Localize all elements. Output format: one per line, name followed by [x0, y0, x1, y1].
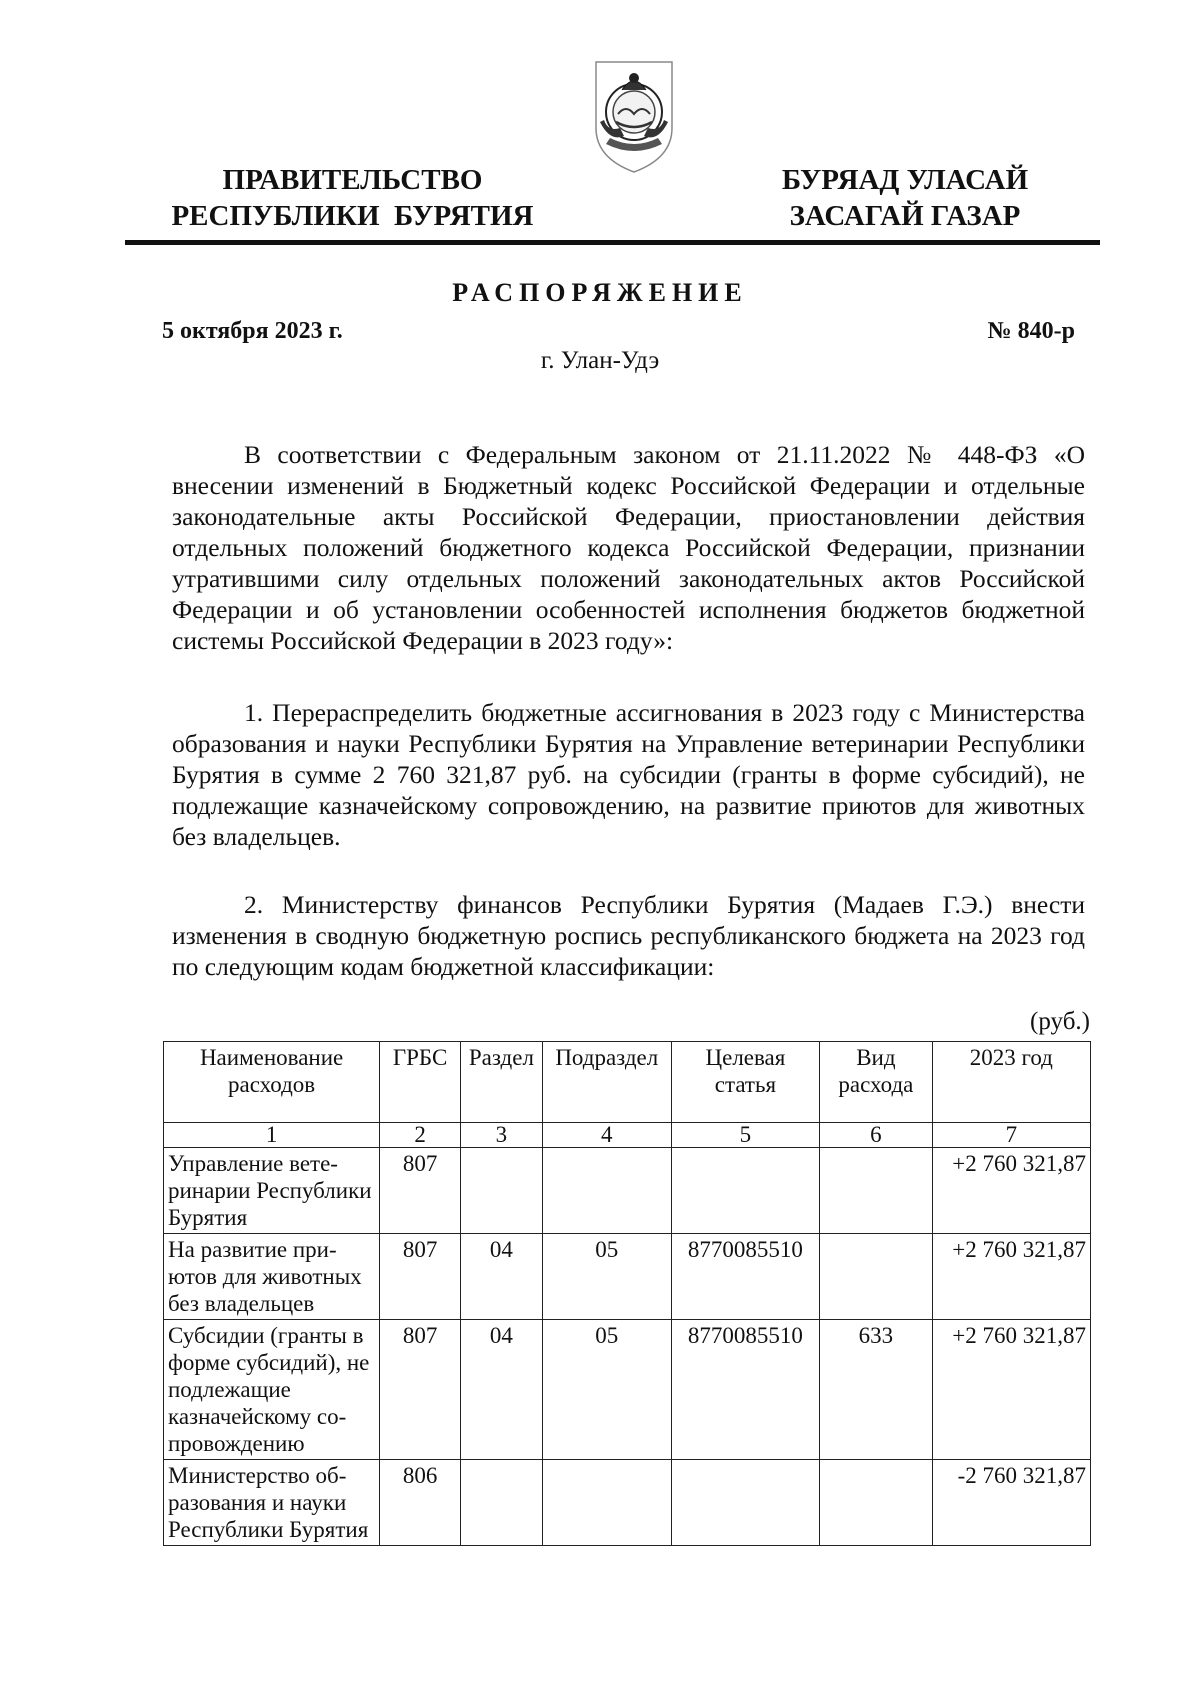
row-tselevaya: 8770085510 — [671, 1234, 819, 1320]
row-amount: +2 760 321,87 — [932, 1320, 1090, 1460]
row-podrazdel — [542, 1148, 671, 1234]
item1-paragraph: 1. Перераспределить бюджетные ассигнования в 2023 году с Министерства образования и науки Республики Бурятия на Управление ветеринарии Республики Бурятия в сумме 2 760 321,87 руб. на субсидии (гранты в форме субсидий), не подлежащие казначейскому сопровождению, на развитие приютов для животных без владельцев. — [172, 698, 1085, 851]
government-name-buryat-line2: ЗАСАГАЙ ГАЗАР — [789, 200, 1021, 232]
row-name: На развитие приютов для животных без владельцев — [164, 1234, 380, 1320]
row-vid — [820, 1234, 932, 1320]
row-razdel: 04 — [460, 1320, 542, 1460]
row-podrazdel: 05 — [542, 1320, 671, 1460]
row-vid: 633 — [820, 1320, 932, 1460]
column-number: 3 — [460, 1123, 542, 1148]
government-name-russian — [170, 162, 535, 234]
header-divider — [125, 240, 1100, 245]
row-amount: -2 760 321,87 — [932, 1460, 1090, 1546]
row-amount: +2 760 321,87 — [932, 1148, 1090, 1234]
row-tselevaya: 8770085510 — [671, 1320, 819, 1460]
government-name-line2: РЕСПУБЛИКИ БУРЯТИЯ — [171, 200, 534, 232]
row-grbs: 807 — [380, 1320, 461, 1460]
table-unit: (руб.) — [1030, 1008, 1090, 1035]
row-razdel — [460, 1148, 542, 1234]
column-number: 1 — [164, 1123, 380, 1148]
preamble-paragraph: В соответствии с Федеральным законом от 21.11.2022 № 448-ФЗ «О внесении изменений в Бюджетный кодекс Российской Федерации и отдельные законодательные акты Российской Федерации, приостановлении действия отдельных положений бюджетного кодекса Российской Федерации, признании утратившими силу отдельных положений законодательных актов Российской Федерации и об установлении особенностей исполнения бюджетов бюджетной системы Российской Федерации в 2023 году»: — [172, 440, 1085, 655]
table-row — [164, 1148, 1091, 1234]
row-vid — [820, 1148, 932, 1234]
column-number: 4 — [542, 1123, 671, 1148]
government-name-buryat — [755, 162, 1055, 234]
row-grbs: 806 — [380, 1460, 461, 1546]
government-name-line1: ПРАВИТЕЛЬСТВО — [222, 164, 483, 196]
row-razdel — [460, 1460, 542, 1546]
column-number: 2 — [380, 1123, 461, 1148]
item1-block — [172, 697, 1085, 852]
budget-table — [163, 1041, 1091, 1546]
row-vid — [820, 1460, 932, 1546]
table-row — [164, 1234, 1091, 1320]
table-header-row — [164, 1042, 1091, 1123]
row-podrazdel — [542, 1460, 671, 1546]
row-name: Министерство образования и науки Республики Бурятия — [164, 1460, 380, 1546]
row-razdel: 04 — [460, 1234, 542, 1320]
header-year: 2023 год — [932, 1042, 1090, 1123]
row-podrazdel: 05 — [542, 1234, 671, 1320]
column-number: 7 — [932, 1123, 1090, 1148]
table-row — [164, 1320, 1091, 1460]
header-grbs: ГРБС — [380, 1042, 461, 1123]
row-tselevaya — [671, 1460, 819, 1546]
row-grbs: 807 — [380, 1148, 461, 1234]
header-razdel: Раздел — [460, 1042, 542, 1123]
item2-block — [172, 889, 1085, 982]
document-type: РАСПОРЯЖЕНИЕ — [452, 278, 748, 307]
row-name: Субсидии (гранты в форме субсидий), не подлежащие казначейскому сопровождению — [164, 1320, 380, 1460]
row-grbs: 807 — [380, 1234, 461, 1320]
row-tselevaya — [671, 1148, 819, 1234]
row-name: Управление ветеринарии Республики Бурятия — [164, 1148, 380, 1234]
header-tselevaya: Целевая статья — [671, 1042, 819, 1123]
column-number: 5 — [671, 1123, 819, 1148]
column-number-row — [164, 1123, 1091, 1148]
document-date: 5 октября 2023 г. — [162, 318, 343, 344]
coat-of-arms-icon — [592, 58, 676, 176]
government-name-buryat-line1: БУРЯАД УЛАСАЙ — [781, 164, 1029, 196]
item2-paragraph: 2. Министерству финансов Республики Бурятия (Мадаев Г.Э.) внести изменения в сводную бюджетную роспись республиканского бюджета на 2023 год по следующим кодам бюджетной классификации: — [172, 890, 1085, 981]
preamble-block — [172, 439, 1085, 656]
column-number: 6 — [820, 1123, 932, 1148]
header-vid: Вид расхода — [820, 1042, 932, 1123]
header-name: Наименование расходов — [164, 1042, 380, 1123]
row-amount: +2 760 321,87 — [932, 1234, 1090, 1320]
header-podrazdel: Подраздел — [542, 1042, 671, 1123]
document-city: г. Улан-Удэ — [540, 347, 660, 374]
document-number: № 840-р — [987, 318, 1075, 344]
table-row — [164, 1460, 1091, 1546]
